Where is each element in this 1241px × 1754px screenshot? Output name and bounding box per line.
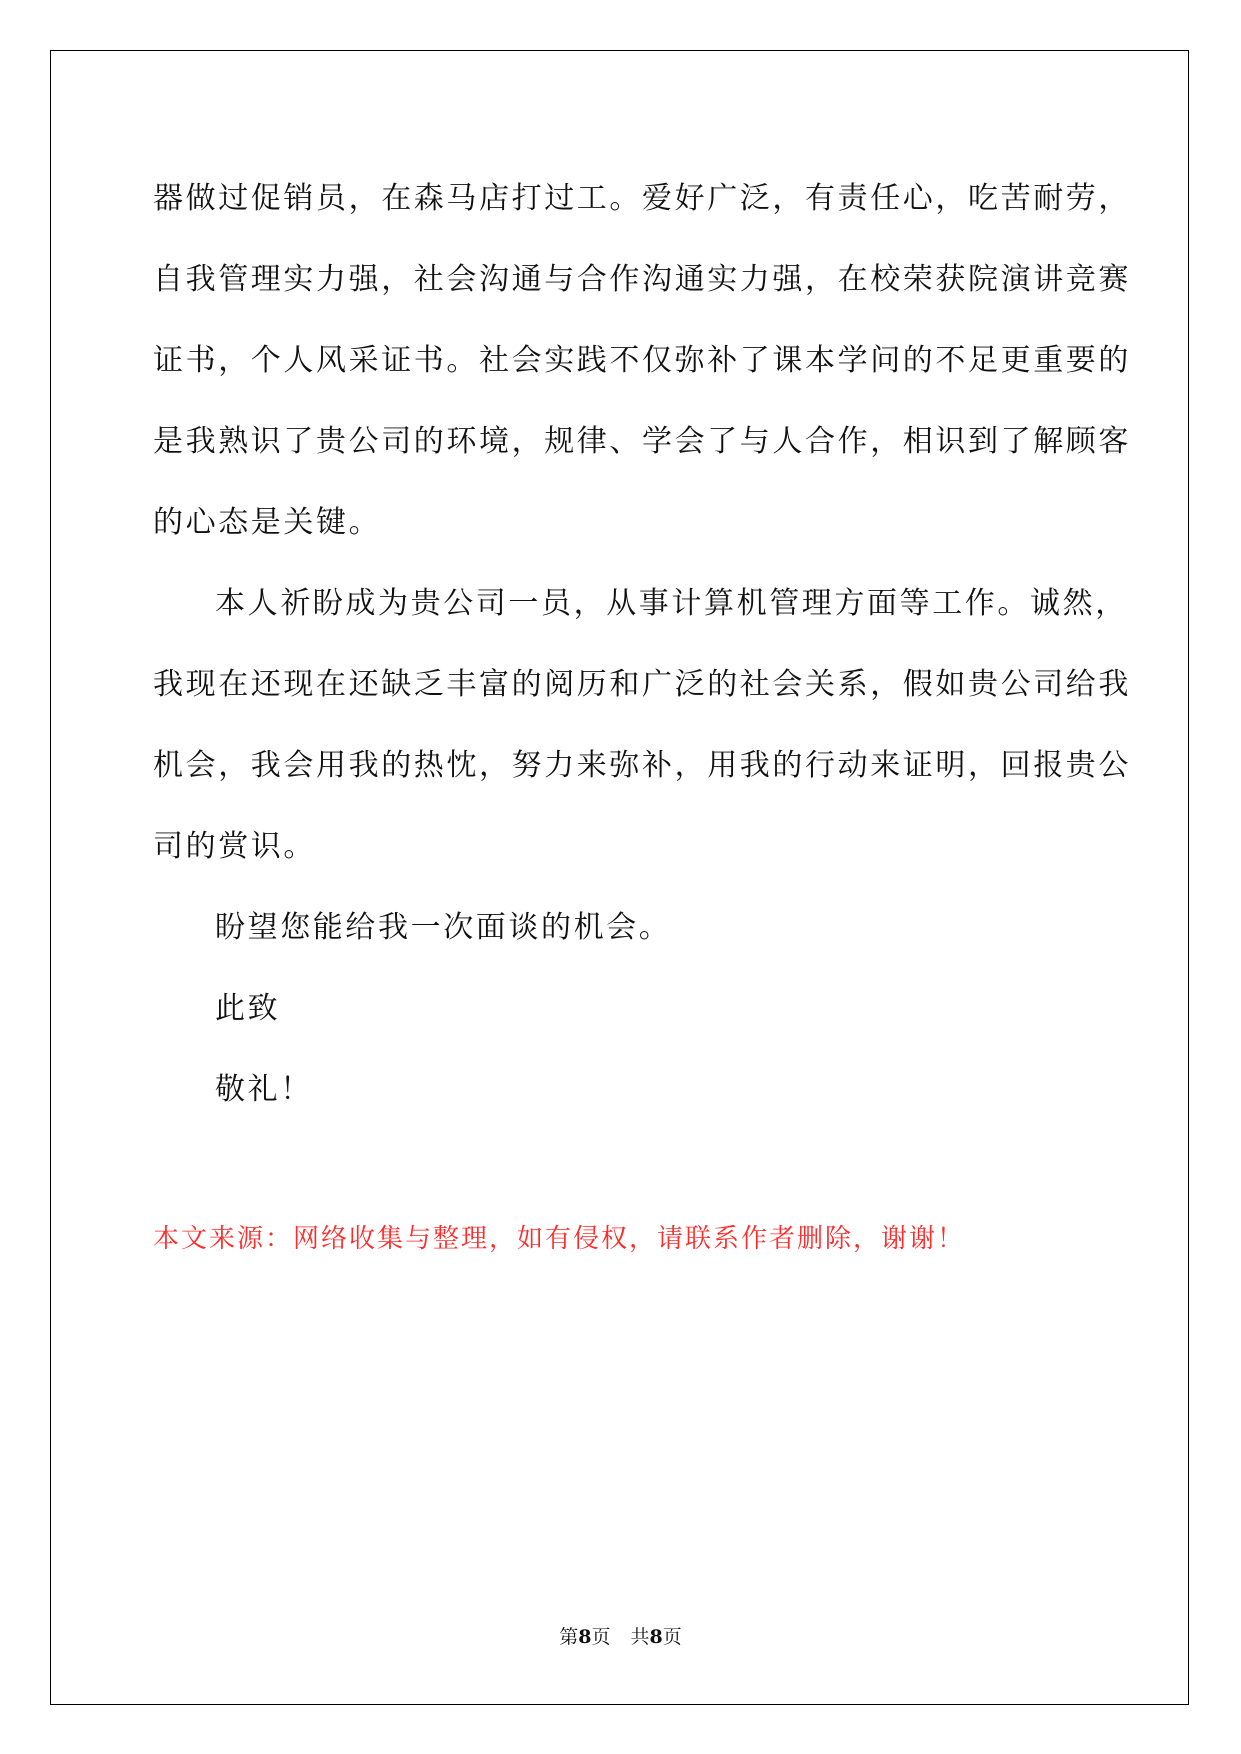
total-page-count: 8	[649, 1626, 663, 1648]
source-disclaimer: 本文来源：网络收集与整理，如有侵权，请联系作者删除，谢谢！	[153, 1224, 966, 1254]
text-line: 敬礼！	[215, 1072, 313, 1107]
paragraph-interview-request	[153, 887, 1093, 968]
current-page-number: 8	[578, 1626, 592, 1648]
total-pages-suffix: 页	[662, 1626, 682, 1648]
text-line: 本人祈盼成为贵公司一员，从事计算机管理方面等工作。诚然，	[215, 586, 1128, 621]
text-line: 自我管理实力强，社会沟通与合作沟通实力强，在校荣获院演讲竞赛	[153, 262, 1131, 297]
text-line: 此致	[215, 991, 281, 1026]
text-line: 司的赏识。	[153, 829, 316, 864]
text-line: 的心态是关键。	[153, 505, 382, 540]
text-line: 器做过促销员，在森马店打过工。爱好广泛，有责任心，吃苦耐劳，	[153, 181, 1131, 216]
text-line: 盼望您能给我一次面谈的机会。	[215, 910, 672, 945]
page-number-prefix: 第	[559, 1626, 579, 1648]
total-pages-prefix: 共	[630, 1626, 650, 1648]
paragraph-aspiration	[153, 563, 1131, 887]
text-line: 是我熟识了贵公司的环境，规律、学会了与人合作，相识到了解顾客	[153, 424, 1131, 459]
text-line: 证书，个人风采证书。社会实践不仅弥补了课本学问的不足更重要的	[153, 343, 1131, 378]
letter-body	[153, 158, 1131, 1130]
paragraph-experience	[153, 158, 1131, 563]
text-line: 我现在还现在还缺乏丰富的阅历和广泛的社会关系，假如贵公司给我	[153, 667, 1131, 702]
text-line: 机会，我会用我的热忱，努力来弥补，用我的行动来证明，回报贵公	[153, 748, 1131, 783]
page-number-suffix: 页	[591, 1626, 611, 1648]
closing-salutation	[153, 968, 1093, 1049]
closing-regards	[153, 1049, 1093, 1130]
page-footer	[0, 1622, 1241, 1649]
